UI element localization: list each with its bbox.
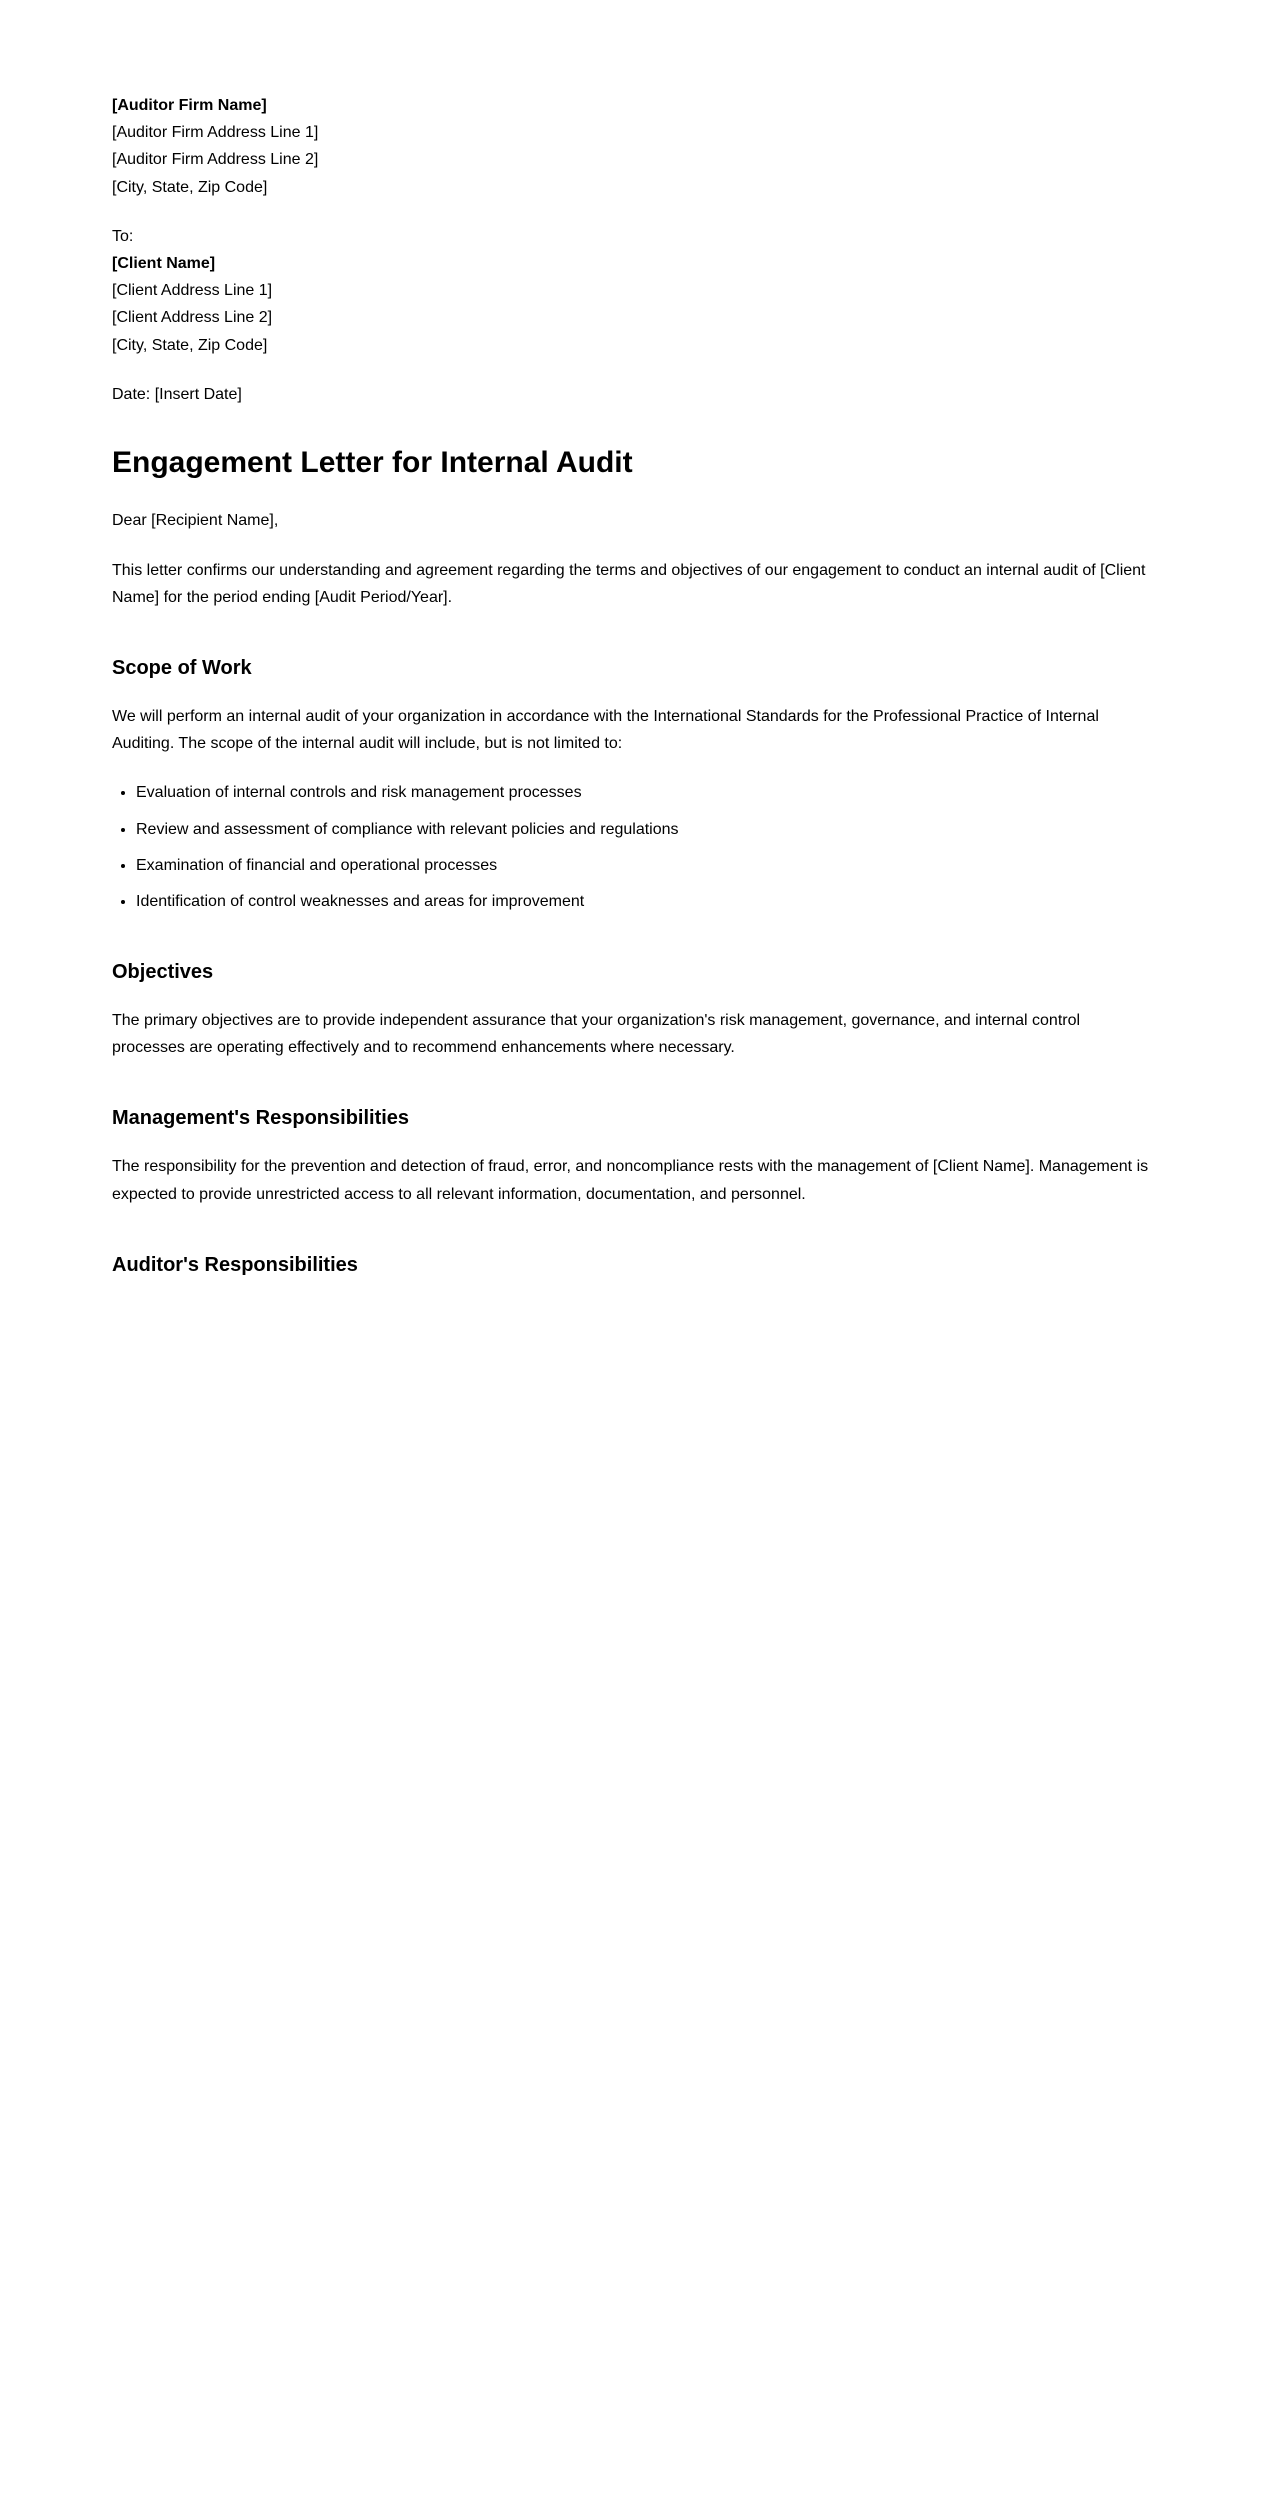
list-item: • Review and assessment of compliance with relevant policies and regulations xyxy=(136,816,1151,843)
section-heading-scope-of-work: Scope of Work xyxy=(112,656,252,679)
auditor-address-block xyxy=(112,92,1151,201)
objectives-paragraph: The primary objectives are to provide independent assurance that your organization's risk management, governance, and internal control processes are operating effectively and to recommend enhancements where necessary. xyxy=(112,1012,1081,1057)
list-item: • Examination of financial and operational processes xyxy=(136,852,1151,879)
section-heading-auditors-responsibilities: Auditor's Responsibilities xyxy=(112,1253,358,1276)
intro-paragraph: This letter confirms our understanding and agreement regarding the terms and objectives of our engagement to conduct an internal audit of [Client Name] for the period ending [Audit Period/Year]. xyxy=(112,561,1146,606)
list-item: • Evaluation of internal controls and risk management processes xyxy=(136,779,1151,806)
client-name: [Client Name] xyxy=(112,254,216,272)
section-heading-objectives: Objectives xyxy=(112,961,214,984)
auditor-city-state-zip: [City, State, Zip Code] xyxy=(112,178,268,196)
date-line: Date: [Insert Date] xyxy=(112,385,242,403)
section-heading-managements-responsibilities: Management's Responsibilities xyxy=(112,1107,410,1130)
list-item: • Identification of control weaknesses and areas for improvement xyxy=(136,888,1151,915)
managements-responsibilities-paragraph: The responsibility for the prevention and detection of fraud, error, and noncompliance rests with the management of [Client Name]. Management is expected to provide unrestricted access to all relevant information, documentation, and personnel. xyxy=(112,1158,1149,1203)
to-label: To: xyxy=(112,227,134,245)
auditor-address-line-1: [Auditor Firm Address Line 1] xyxy=(112,124,319,142)
scope-of-work-paragraph: We will perform an internal audit of your organization in accordance with the International Standards for the Professional Practice of Internal Auditing. The scope of the internal audit will include, but is not limited to: xyxy=(112,707,1099,753)
client-city-state-zip: [City, State, Zip Code] xyxy=(112,336,268,354)
auditor-firm-name: [Auditor Firm Name] xyxy=(112,97,267,114)
salutation: Dear [Recipient Name], xyxy=(112,512,279,530)
document-title: Engagement Letter for Internal Audit xyxy=(112,445,633,479)
client-address-line-1: [Client Address Line 1] xyxy=(112,282,273,300)
client-address-block xyxy=(112,223,1151,359)
scope-of-work-bullet-list xyxy=(112,779,1151,915)
auditor-address-line-2: [Auditor Firm Address Line 2] xyxy=(112,151,319,169)
client-address-line-2: [Client Address Line 2] xyxy=(112,309,273,327)
